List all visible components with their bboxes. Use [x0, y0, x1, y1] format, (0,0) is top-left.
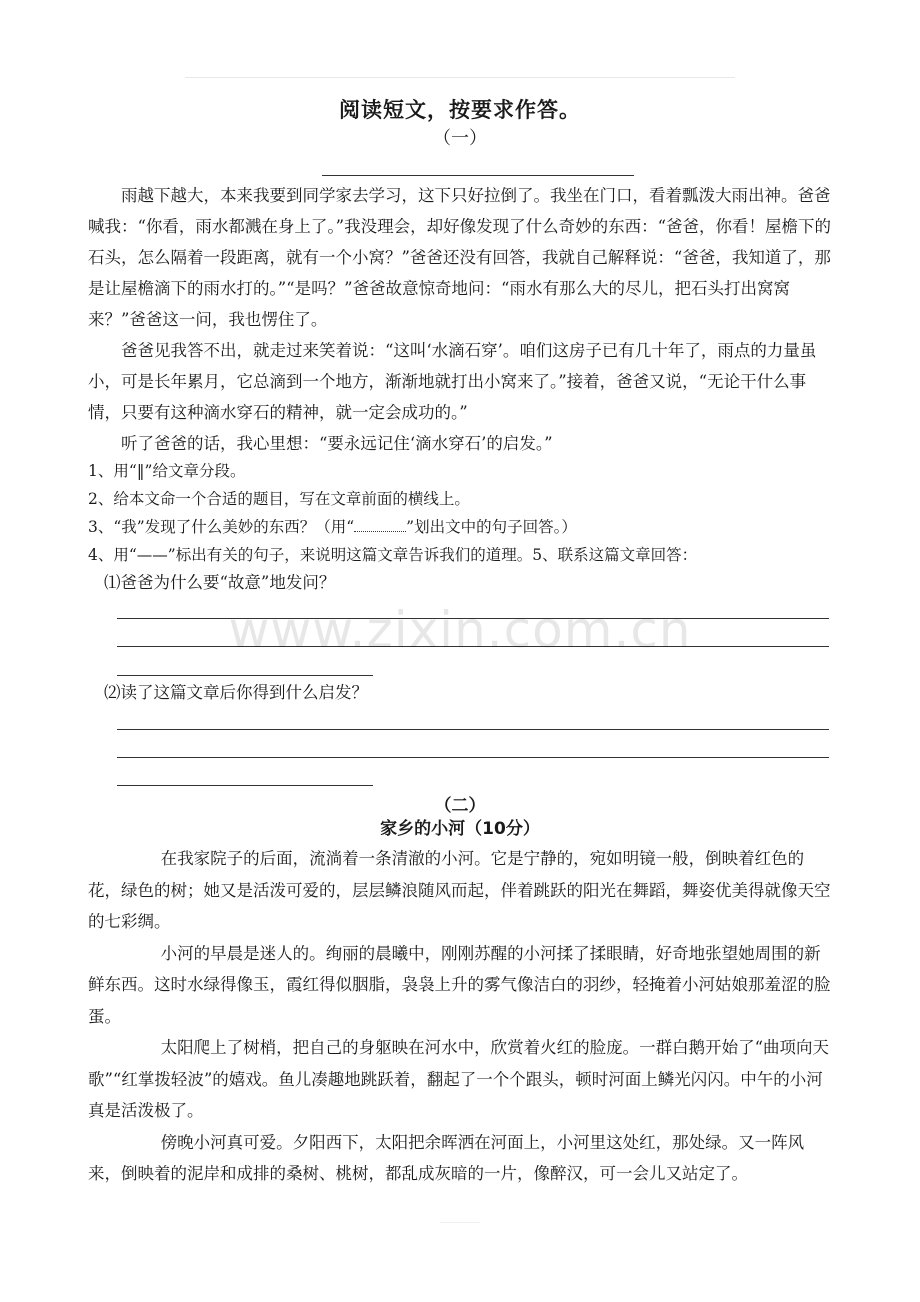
sub-question-1: ⑴爸爸为什么要“故意”地发问？ [104, 573, 336, 592]
question-4: 4、用“——”标出有关的句子，来说明这篇文章告诉我们的道理。5、联系这篇文章回答： [88, 546, 698, 564]
passage-one [88, 180, 833, 459]
title-blank-line[interactable] [322, 175, 634, 176]
dotted-underline-sample [354, 519, 406, 532]
part2-title: 家乡的小河（10分） [380, 819, 540, 839]
question-3-text-end: ”划出文中的句子回答。） [406, 518, 577, 536]
passage-two-paragraph: 在我家院子的后面，流淌着一条清澈的小河。它是宁静的，宛如明镜一般，倒映着红色的花，绿色的树；她又是活泼可爱的，层层鳞浪随风而起，伴着跳跃的阳光在舞蹈，舞姿优美得就像天空的七彩绸。 [88, 849, 831, 931]
part2-heading: （二） [434, 796, 486, 816]
passage-one-paragraph: 听了爸爸的话，我心里想：“要永远记住‘滴水穿石’的启发。” [121, 434, 553, 453]
question-3-text-start: 3、“我”发现了什么美妙的东西？（用“ [88, 518, 355, 536]
passage-two-paragraph: 傍晚小河真可爱。夕阳西下，太阳把余晖洒在河面上，小河里这处红，那处绿。又一阵风来，倒映着的泥岸和成排的桑树、桃树，都乱成灰暗的一片，像醉汉，可一会儿又站定了。 [88, 1132, 805, 1183]
watermark: www.zixin.com.cn [228, 601, 692, 659]
passage-two-paragraph: 太阳爬上了树梢，把自己的身躯映在河水中，欣赏着火红的脸庞。一群白鹅开始了“曲项向天歌”“红掌拨轻波”的嬉戏。鱼儿凑趣地跳跃着，翻起了一个个跟头，顿时河面上鳞光闪闪。中午的小河真是活泼极了。 [88, 1038, 830, 1120]
passage-one-paragraph: 雨越下越大，本来我要到同学家去学习，这下只好拉倒了。我坐在门口，看着瓢泼大雨出神。爸爸喊我：“你看，雨水都溅在身上了。”我没理会，却好像发现了什么奇妙的东西：“爸爸，你看！屋檐下的石头，怎么隔着一段距离，就有一个小窝？”爸爸还没有回答，我就自己解释说：“爸爸，我知道了，那是让屋檐滴下的雨水打的。”“是吗？”爸爸故意惊奇地问：“雨水有那么大的尽儿，把石头打出窝窝来？”爸爸这一问，我也愣住了。 [88, 186, 832, 329]
part1-heading: （一） [433, 128, 487, 149]
answer-line[interactable] [117, 729, 829, 730]
sub-question-2: ⑵读了这篇文章后你得到什么启发？ [104, 683, 368, 702]
question-2: 2、给本文命一个合适的题目，写在文章前面的横线上。 [88, 490, 470, 508]
question-3 [88, 513, 577, 541]
answer-line[interactable] [117, 675, 373, 676]
answer-line[interactable] [117, 646, 829, 647]
passage-one-paragraph: 爸爸见我答不出，就走过来笑着说：“这叫‘水滴石穿’。咱们这房子已有几十年了，雨点的力量虽小，可是长年累月，它总滴到一个地方，渐渐地就打出小窝来了。”接着，爸爸又说，“无论干什么事情，只要有这种滴水穿石的精神，就一定会成功的。” [88, 341, 817, 422]
passage-two-paragraph: 小河的早晨是迷人的。绚丽的晨曦中，刚刚苏醒的小河揉了揉眼睛，好奇地张望她周围的新鲜东西。这时水绿得像玉，霞红得似胭脂，袅袅上升的雾气像洁白的羽纱，轻掩着小河姑娘那羞涩的脸蛋。 [88, 943, 831, 1026]
page-title: 阅读短文，按要求作答。 [339, 98, 581, 122]
answer-line[interactable] [117, 785, 373, 786]
header-rule [185, 77, 735, 78]
answer-line[interactable] [117, 757, 829, 758]
question-1: 1、用“‖”给文章分段。 [88, 462, 246, 480]
answer-line[interactable] [117, 618, 829, 619]
passage-two [88, 843, 833, 1190]
footer-rule [440, 1222, 480, 1223]
